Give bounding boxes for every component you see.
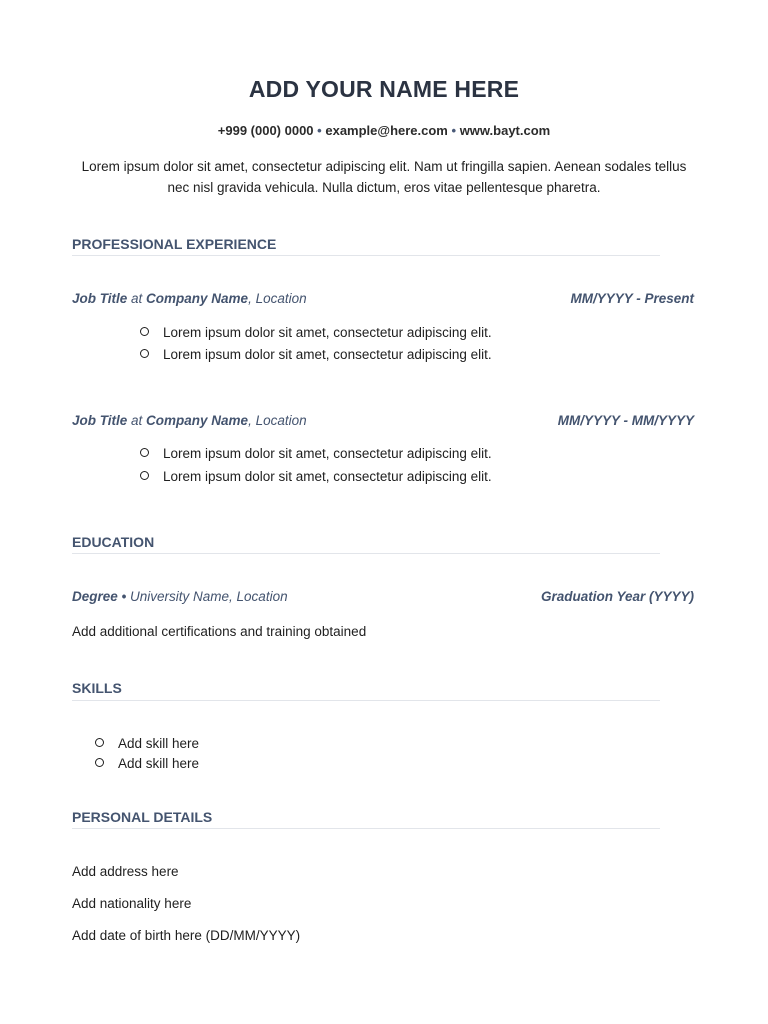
section-divider [72, 255, 660, 256]
section-title-personal: PERSONAL DETAILS [72, 809, 213, 825]
company-name: Company Name [146, 413, 249, 428]
job-location: , Location [248, 291, 307, 306]
contact-separator: • [451, 123, 457, 138]
job-title: Job Title [72, 413, 128, 428]
job-location: , Location [248, 413, 307, 428]
job-bullet: Lorem ipsum dolor sit amet, consectetur adipiscing elit. [140, 347, 492, 362]
graduation-year: Graduation Year (YYYY) [540, 589, 694, 604]
dob-text: Add date of birth here (DD/MM/YYYY) [72, 928, 301, 943]
bullet-circle-icon [140, 448, 149, 457]
section-divider [72, 700, 660, 701]
contact-line [0, 123, 768, 138]
education-separator: • [117, 589, 131, 604]
bullet-circle-icon [95, 738, 104, 747]
bullet-circle-icon [140, 327, 149, 336]
job-title: Job Title [72, 291, 128, 306]
nationality-text: Add nationality here [72, 896, 192, 911]
section-divider [72, 553, 660, 554]
degree: Degree [72, 589, 118, 604]
job-at: at [127, 291, 147, 306]
skill-item: Add skill here [95, 756, 199, 771]
phone: +999 (000) 0000 [217, 123, 314, 138]
job-heading [72, 291, 307, 306]
section-title-experience: PROFESSIONAL EXPERIENCE [72, 236, 277, 252]
section-title-education: EDUCATION [72, 534, 155, 550]
job-at: at [127, 413, 147, 428]
job-dates: MM/YYYY - Present [570, 291, 694, 306]
summary-paragraph: Lorem ipsum dolor sit amet, consectetur adipiscing elit. Nam ut fringilla sapien. Aenean sodales tellus nec nisl gravida vehicula. Nulla dictum, eros vitae pellentesque pharetra. [81, 159, 687, 195]
job-bullet: Lorem ipsum dolor sit amet, consectetur adipiscing elit. [140, 446, 492, 461]
education-heading [72, 589, 288, 604]
resume-name: ADD YOUR NAME HERE [248, 76, 520, 102]
company-name: Company Name [146, 291, 249, 306]
website: www.bayt.com [459, 123, 551, 138]
job-bullet: Lorem ipsum dolor sit amet, consectetur adipiscing elit. [140, 469, 492, 484]
section-title-skills: SKILLS [72, 680, 122, 696]
university: University Name, Location [130, 589, 288, 604]
bullet-circle-icon [140, 471, 149, 480]
certifications-text: Add additional certifications and training obtained [72, 624, 367, 639]
bullet-circle-icon [95, 758, 104, 767]
job-dates: MM/YYYY - MM/YYYY [557, 413, 694, 428]
contact-separator: • [317, 123, 322, 138]
address-text: Add address here [72, 864, 179, 879]
job-heading [72, 413, 307, 428]
section-divider [72, 828, 660, 829]
email: example@here.com [325, 123, 448, 138]
skill-item: Add skill here [95, 736, 199, 751]
bullet-circle-icon [140, 349, 149, 358]
job-bullet: Lorem ipsum dolor sit amet, consectetur adipiscing elit. [140, 325, 492, 340]
